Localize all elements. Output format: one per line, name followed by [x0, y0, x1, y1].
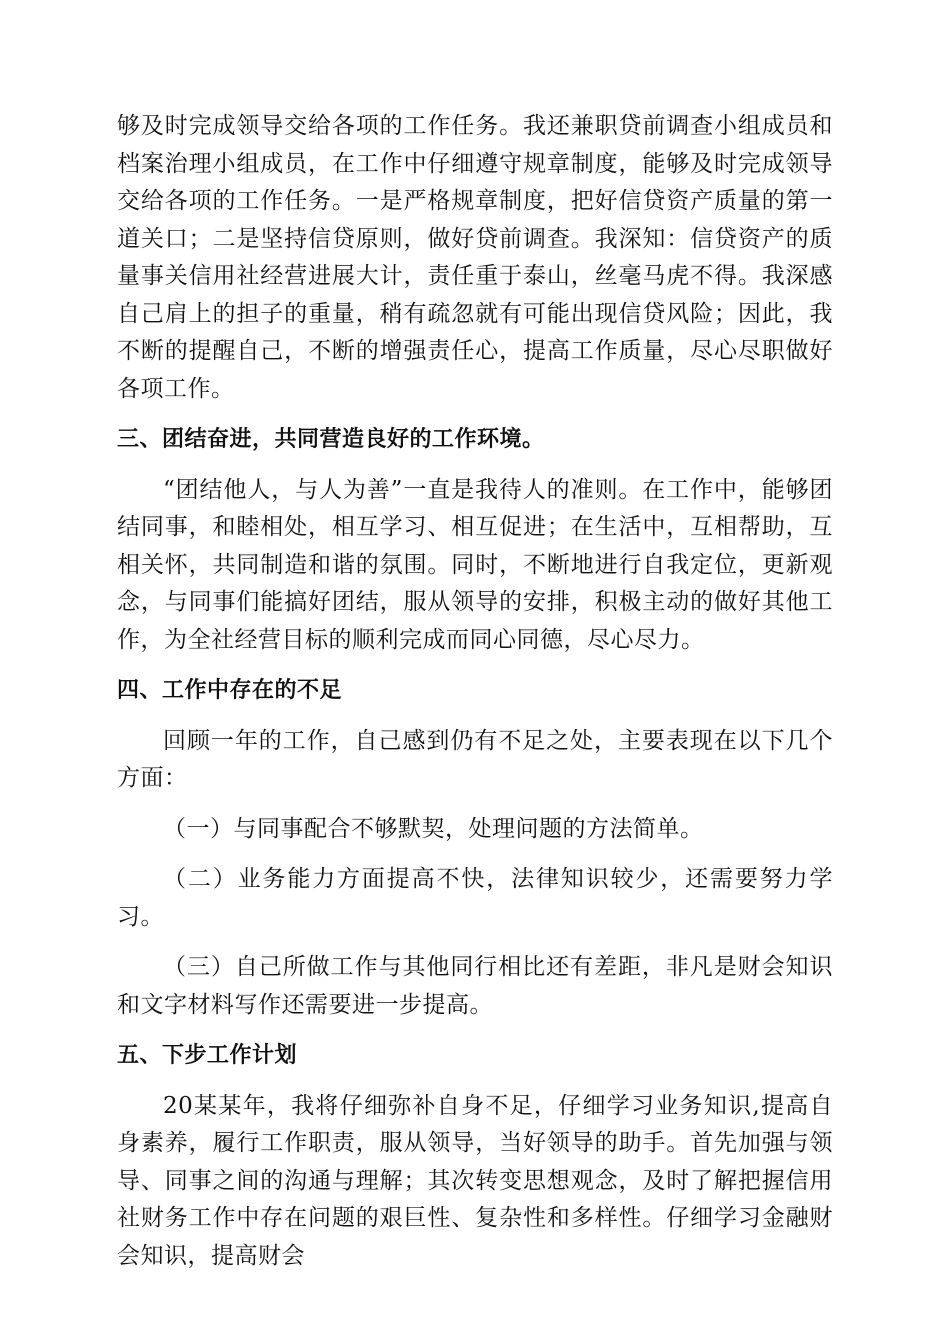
list-item-3: （三）自己所做工作与其他同行相比还有差距，非凡是财会知识和文字材料写作还需要进一步提高。	[117, 954, 833, 1018]
section-heading-5: 五、下步工作计划	[117, 1043, 298, 1068]
paragraph-plan: 20某某年，我将仔细弥补自身不足，仔细学习业务知识,提高自身素养，履行工作职责，服从领导，当好领导的助手。首先加强与领导、同事之间的沟通与理解；其次转变思想观念，及时了解把握信用社财务工作中存在问题的艰巨性、复杂性和多样性。仔细学习金融财会知识，提高财会	[117, 1092, 833, 1269]
paragraph-teamwork: “团结他人，与人为善”一直是我待人的准则。在工作中，能够团结同事，和睦相处，相互学习、相互促进；在生活中，互相帮助，互相关怀，共同制造和谐的氛围。同时，不断地进行自我定位，更新观念，与同事们能搞好团结，服从领导的安排，积极主动的做好其他工作，为全社经营目标的顺利完成而同心同德，尽心尽力。	[117, 476, 833, 653]
section-heading-3: 三、团结奋进，共同营造良好的工作环境。	[117, 427, 545, 452]
section-heading-4: 四、工作中存在的不足	[117, 678, 343, 703]
list-item-1: （一）与同事配合不够默契，处理问题的方法简单。	[163, 815, 704, 842]
document-page	[117, 108, 833, 1275]
paragraph-shortcomings: 回顾一年的工作，自己感到仍有不足之处，主要表现在以下几个方面：	[117, 727, 833, 791]
paragraph-continuation: 够及时完成领导交给各项的工作任务。我还兼职贷前调查小组成员和档案治理小组成员，在工作中仔细遵守规章制度，能够及时完成领导交给各项的工作任务。一是严格规章制度，把好信贷资产质量的第一道关口；二是坚持信贷原则，做好贷前调查。我深知：信贷资产的质量事关信用社经营进展大计，责任重于泰山，丝毫马虎不得。我深感自己肩上的担子的重量，稍有疏忽就有可能出现信贷风险；因此，我不断的提醒自己，不断的增强责任心，提高工作质量，尽心尽职做好各项工作。	[117, 113, 833, 402]
list-item-2: （二）业务能力方面提高不快，法律知识较少，还需要努力学习。	[117, 866, 833, 930]
